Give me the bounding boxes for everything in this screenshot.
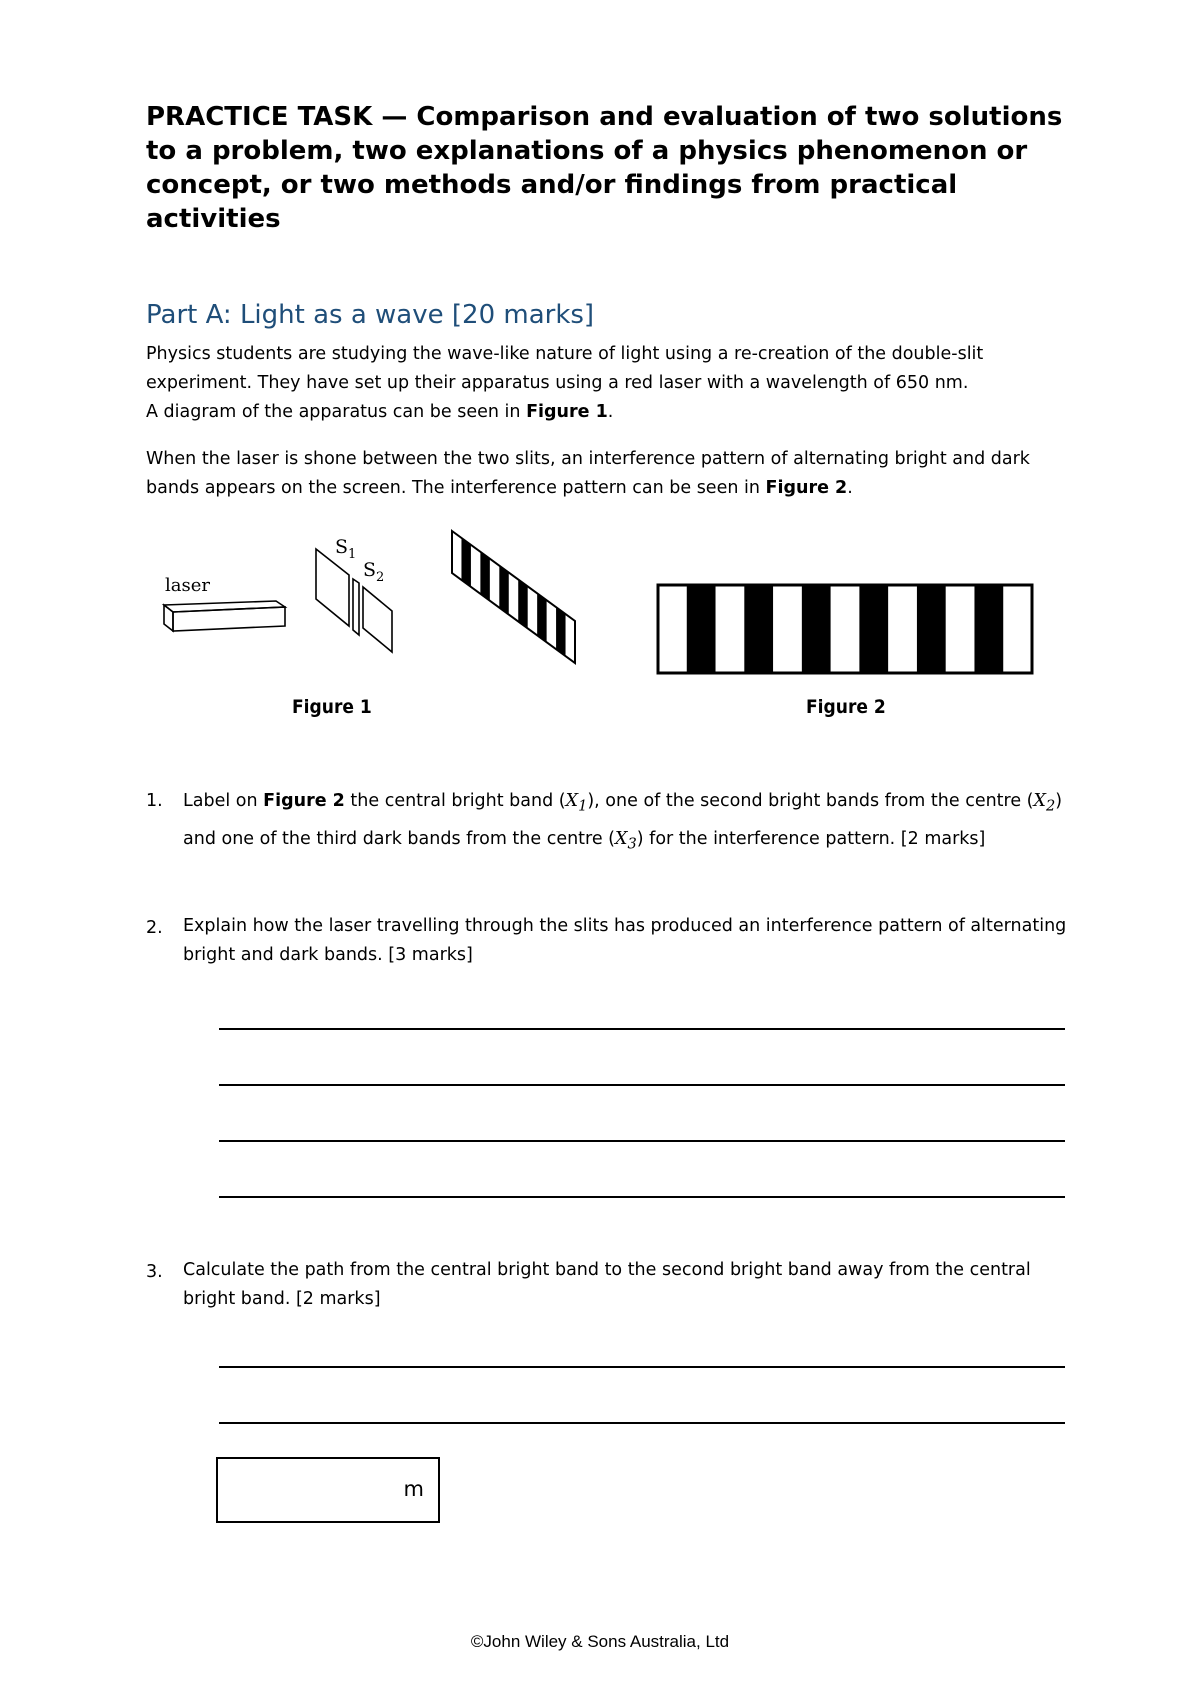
question-2-text: Explain how the laser travelling through the slits has produced an interference pattern of alternating bright and dark bands. [3 marks] [183,916,1067,965]
laser-label: laser [165,575,210,596]
screen-dark-stripe [537,593,546,642]
var-x2: $X_2$ [1033,791,1056,815]
dark-band [917,585,946,673]
figure-2-ref-q1: Figure 2 [263,791,345,811]
dark-band [974,585,1003,673]
intro-text: Physics students are studying the wave-like nature of light using a re-creation of the double-slit experiment. They have set up their apparatus using a red laser with a wavelength of 650 nm. [146,344,984,393]
question-1-text: Label on Figure 2 the central bright band $(X_1)$, one of the second bright bands from the centre $(X_2)$ and one of the third dark bands from the centre $(X_3)$ for the interference pattern. [2 marks] [183,791,1063,852]
question-2-number: 2. [146,918,163,938]
answer-line[interactable] [219,1140,1065,1142]
bright-band [716,585,745,673]
answer-line[interactable] [219,1084,1065,1086]
var-x3: $X_3$ [615,828,637,852]
screen-dark-stripe [556,607,565,656]
figure-1-caption: Figure 1 [292,696,372,718]
pattern-text: When the laser is shone between the two slits, an interference pattern of alternating bright and dark bands appears on the screen. The interference pattern can be seen in [146,449,1030,498]
screen-dark-stripe [480,552,489,601]
laser-box [164,601,285,631]
screen-dark-stripe [499,566,508,615]
answer-unit: m [403,1477,424,1501]
figure-2-ref: Figure 2 [765,478,848,498]
page-title: PRACTICE TASK — Comparison and evaluation of two solutions to a problem, two explanations of a physics phenomenon or concept, or two methods and/or findings from practical activities [146,102,1063,234]
answer-line[interactable] [219,1366,1065,1368]
intro-paragraph [146,340,1076,427]
interference-bands [658,585,1032,673]
bright-band [831,585,860,673]
var-x1: $X_1$ [565,791,588,815]
answer-box[interactable] [216,1457,440,1523]
screen-pattern [461,538,565,656]
bright-band [658,585,687,673]
screen-dark-stripe [461,538,470,587]
figure-2-caption: Figure 2 [806,696,886,718]
bright-band [946,585,975,673]
figure-2-interference-pattern [656,583,1036,675]
s1-label: $S_1$ [335,536,357,562]
s2-label: $S_2$ [363,559,385,585]
bright-band [1003,585,1032,673]
answer-line[interactable] [219,1028,1065,1030]
pattern-paragraph [146,445,1076,503]
pattern-punct: . [847,478,853,498]
dark-band [687,585,716,673]
double-slit-plates [316,549,392,652]
dark-band [859,585,888,673]
figure-1-apparatus-diagram [150,525,590,675]
screen-dark-stripe [518,579,527,628]
dark-band [744,585,773,673]
question-1-number: 1. [146,791,163,811]
part-a-heading: Part A: Light as a wave [20 marks] [146,300,595,330]
intro-text-2: A diagram of the apparatus can be seen in [146,402,527,422]
copyright-footer: ©John Wiley & Sons Australia, Ltd [470,1632,730,1651]
question-3-text: Calculate the path from the central bright band to the second bright band away from the central bright band. [2 marks] [183,1260,1031,1309]
dark-band [802,585,831,673]
intro-punct: . [607,402,614,422]
bright-band [888,585,917,673]
answer-line[interactable] [219,1196,1065,1198]
answer-line[interactable] [219,1422,1065,1424]
bright-band [773,585,802,673]
question-3-number: 3. [146,1262,163,1282]
figure-1-ref: Figure 1 [526,402,608,422]
